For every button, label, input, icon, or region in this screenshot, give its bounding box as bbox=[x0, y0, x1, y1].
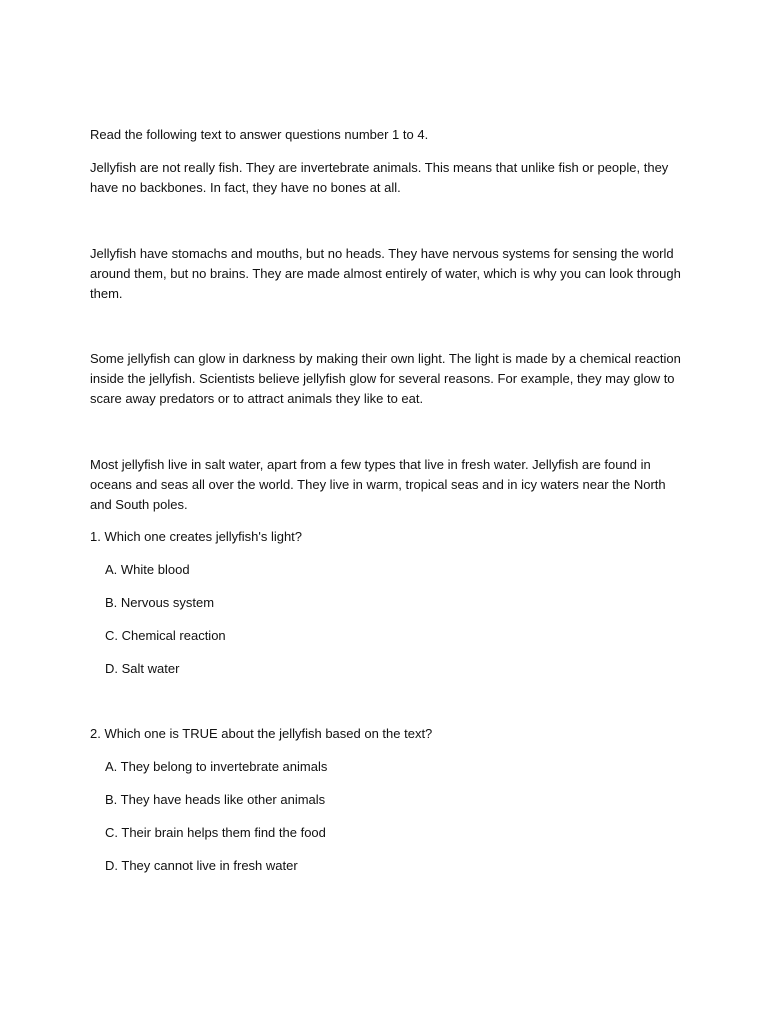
question-2-option-d: D. They cannot live in fresh water bbox=[105, 858, 298, 873]
question-2-text: 2. Which one is TRUE about the jellyfish based on the text? bbox=[90, 726, 433, 741]
question-2-option-a: A. They belong to invertebrate animals bbox=[105, 759, 328, 774]
question-1-text: 1. Which one creates jellyfish's light? bbox=[90, 529, 303, 544]
paragraph-2: Jellyfish have stomachs and mouths, but no heads. They have nervous systems for sensing the world around them, but no brains. They are made almost entirely of water, which is why you can look through them. bbox=[90, 246, 681, 301]
question-2-option-c: C. Their brain helps them find the food bbox=[105, 825, 326, 840]
question-1-option-c: C. Chemical reaction bbox=[105, 628, 226, 643]
question-1-option-b: B. Nervous system bbox=[105, 595, 215, 610]
question-1-option-d: D. Salt water bbox=[105, 661, 180, 676]
paragraph-1: Jellyfish are not really fish. They are invertebrate animals. This means that unlike fish or people, they have no backbones. In fact, they have no bones at all. bbox=[90, 160, 669, 195]
paragraph-3: Some jellyfish can glow in darkness by making their own light. The light is made by a chemical reaction inside the jellyfish. Scientists believe jellyfish glow for several reasons. For example, they may glow to scare away predators or to attract animals they like to eat. bbox=[90, 351, 681, 406]
question-1-option-a: A. White blood bbox=[105, 562, 190, 577]
instruction-text: Read the following text to answer questions number 1 to 4. bbox=[90, 127, 429, 142]
paragraph-4: Most jellyfish live in salt water, apart from a few types that live in fresh water. Jellyfish are found in oceans and seas all over the world. They live in warm, tropical seas and in icy waters near the North and South poles. bbox=[90, 457, 666, 512]
question-2-option-b: B. They have heads like other animals bbox=[105, 792, 326, 807]
